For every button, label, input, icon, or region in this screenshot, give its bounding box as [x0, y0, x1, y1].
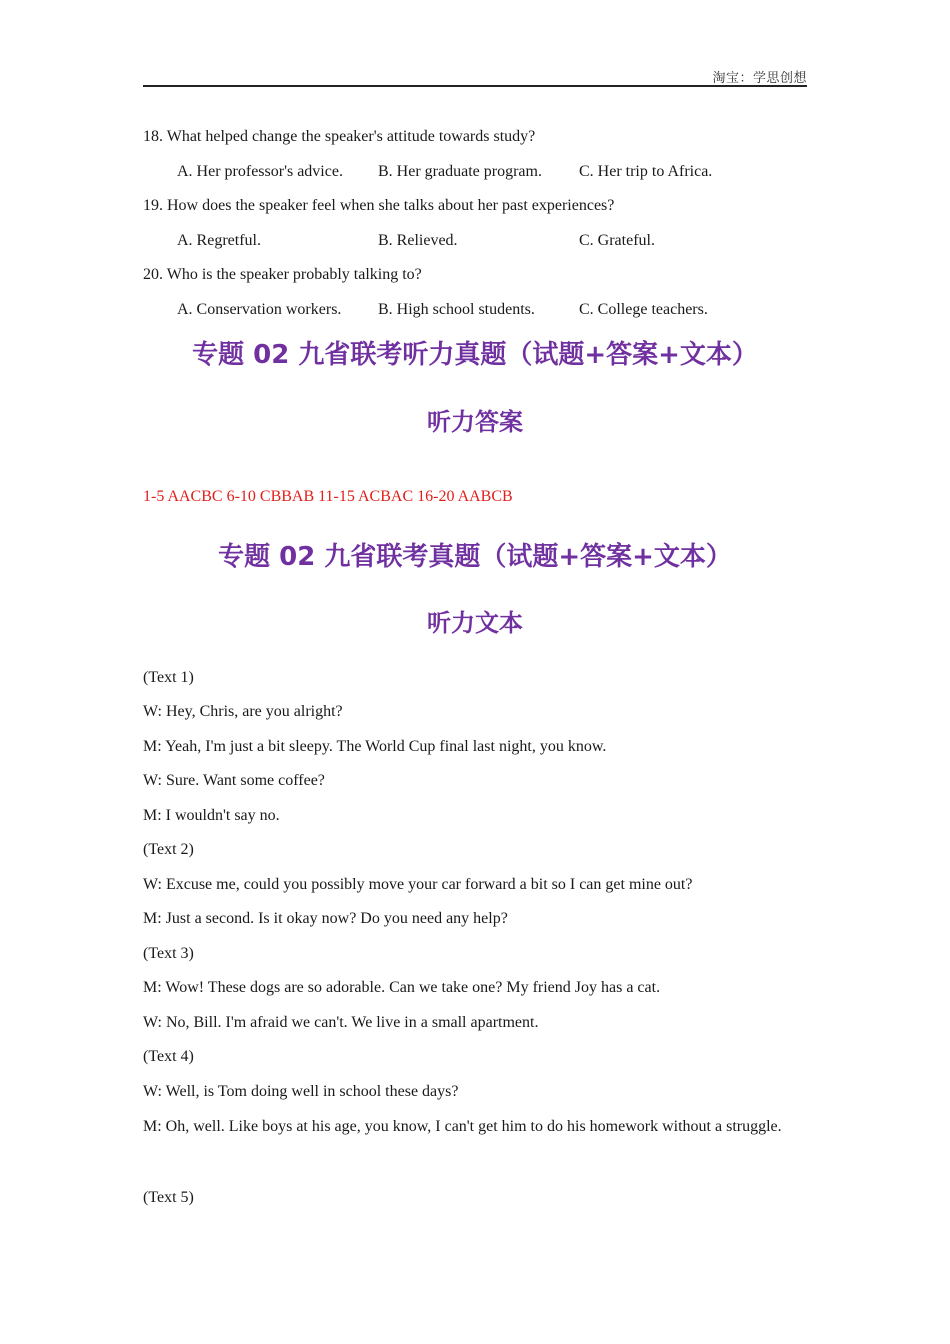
question-18-option-b: B. Her graduate program. [378, 163, 542, 180]
transcript-text-3-label: (Text 3) [143, 945, 194, 962]
transcript-line: W: No, Bill. I'm afraid we can't. We live in a small apartment. [143, 1014, 539, 1031]
header-source: 淘宝：学思创想 [712, 70, 807, 85]
transcript-section-title: 专题 02 九省联考真题（试题+答案+文本） [218, 542, 732, 572]
question-18-option-a: A. Her professor's advice. [177, 163, 343, 180]
question-18: 18. What helped change the speaker's attitude towards study? [143, 128, 536, 145]
transcript-line: W: Excuse me, could you possibly move your car forward a bit so I can get mine out? [143, 876, 693, 893]
transcript-line: M: I wouldn't say no. [143, 807, 280, 824]
question-19-option-a: A. Regretful. [177, 232, 261, 249]
transcript-line-wrapped: M: Oh, well. Like boys at his age, you know, I can't get him to do his homework without a struggle. [143, 1118, 782, 1135]
header-divider [143, 85, 807, 87]
transcript-section-subtitle: 听力文本 [427, 609, 523, 637]
transcript-text-5-label: (Text 5) [143, 1189, 194, 1206]
transcript-text-4-label: (Text 4) [143, 1048, 194, 1065]
transcript-line: W: Well, is Tom doing well in school these days? [143, 1083, 459, 1100]
answers-section-title: 专题 02 九省联考听力真题（试题+答案+文本） [192, 340, 758, 370]
transcript-line: W: Sure. Want some coffee? [143, 772, 325, 789]
answers-section-subtitle: 听力答案 [427, 408, 523, 436]
question-19-option-c: C. Grateful. [579, 232, 655, 249]
question-19-option-b: B. Relieved. [378, 232, 458, 249]
question-19: 19. How does the speaker feel when she talks about her past experiences? [143, 197, 615, 214]
question-18-option-c: C. Her trip to Africa. [579, 163, 713, 180]
transcript-line: M: Wow! These dogs are so adorable. Can we take one? My friend Joy has a cat. [143, 979, 661, 996]
question-20-option-c: C. College teachers. [579, 301, 708, 318]
question-20-option-a: A. Conservation workers. [177, 301, 342, 318]
answer-key: 1-5 AACBC 6-10 CBBAB 11-15 ACBAC 16-20 AABCB [143, 488, 513, 505]
transcript-text-2-label: (Text 2) [143, 841, 194, 858]
question-20-option-b: B. High school students. [378, 301, 535, 318]
transcript-line: M: Yeah, I'm just a bit sleepy. The World Cup final last night, you know. [143, 738, 607, 755]
transcript-line: M: Just a second. Is it okay now? Do you need any help? [143, 910, 508, 927]
question-20: 20. Who is the speaker probably talking to? [143, 266, 422, 283]
transcript-line: W: Hey, Chris, are you alright? [143, 703, 343, 720]
transcript-text-1-label: (Text 1) [143, 669, 194, 686]
